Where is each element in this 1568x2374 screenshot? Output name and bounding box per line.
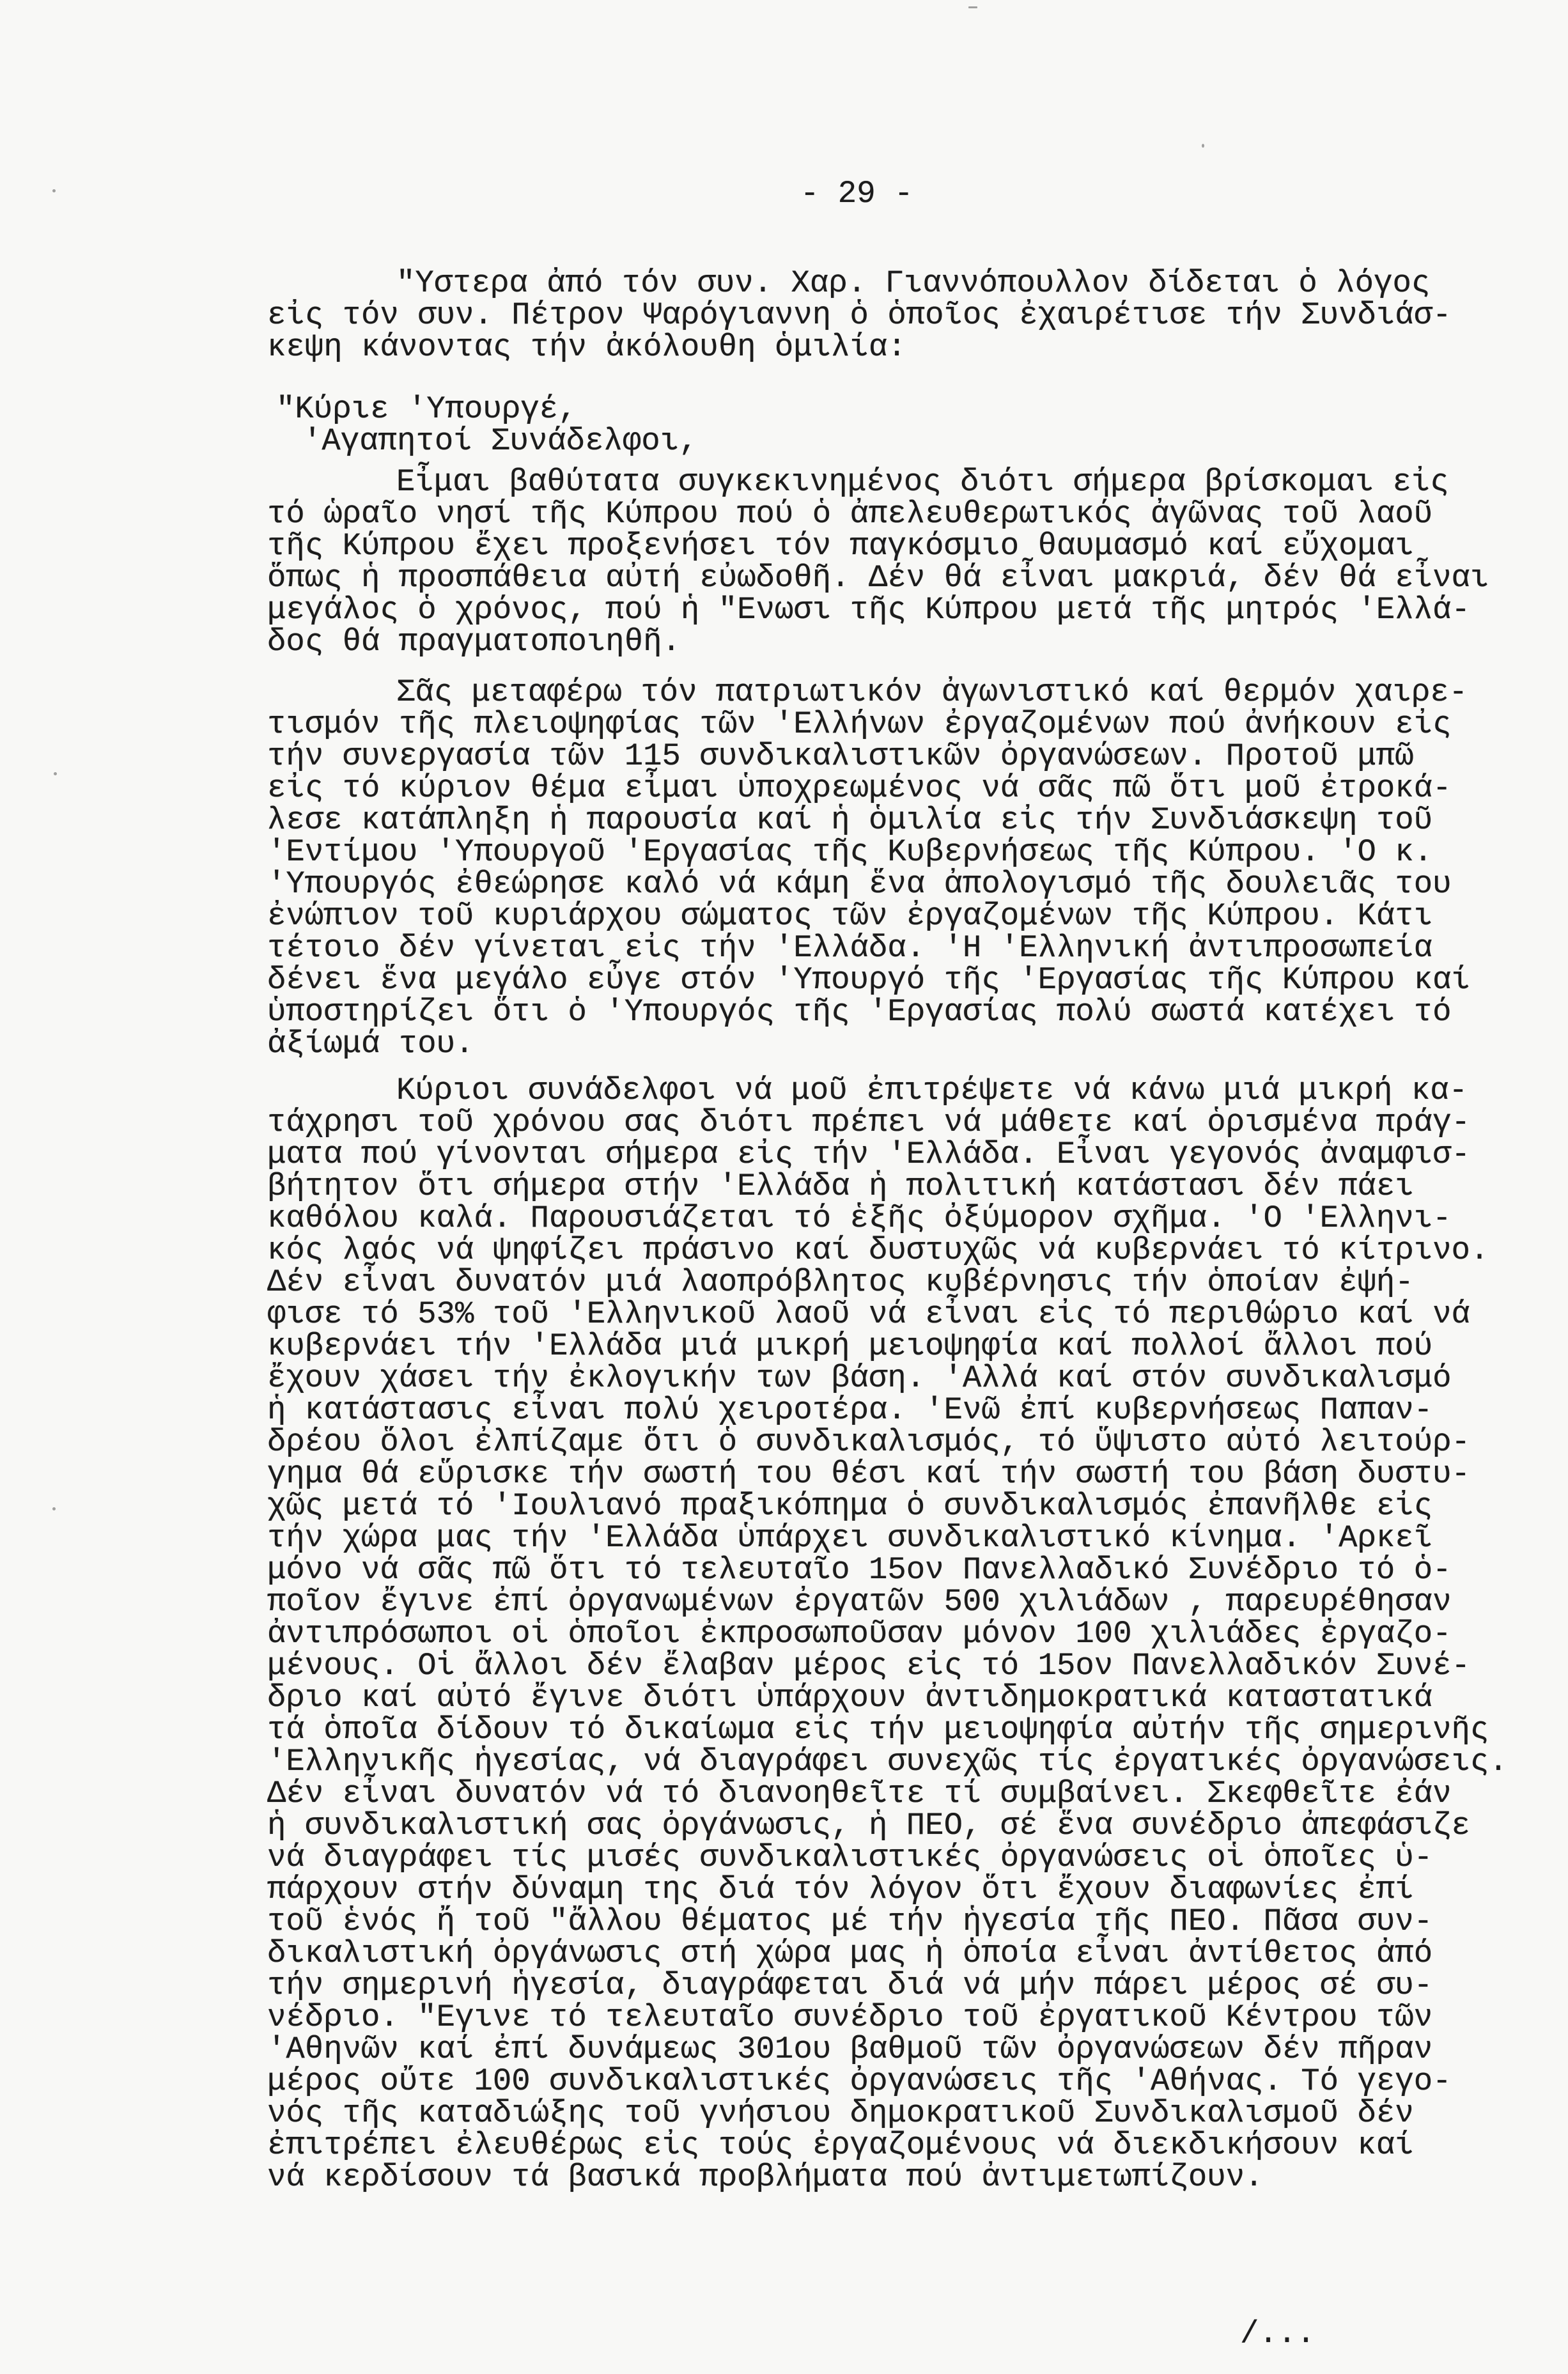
text-line: νέδριο. "Εγινε τό τελευταῖο συνέδριο τοῦ ἐργατικοῦ Κέντρου τῶν [267, 1999, 1433, 2035]
text-line: ἀντιπρόσωποι οἱ ὁποῖοι ἐκπροσωποῦσαν μόνον 100 χιλιάδες ἐργαζο- [267, 1616, 1452, 1652]
text-line: τά ὁποῖα δίδουν τό δικαίωμα εἰς τήν μειοψηφία αὐτήν τῆς σημερινῆς [267, 1712, 1489, 1748]
text-line: δικαλιστική ὀργάνωσις στή χώρα μας ἡ ὁποία εἶναι ἀντίθετος ἀπό [267, 1936, 1433, 1971]
text-line: καθόλου καλά. Παρουσιάζεται τό ἑξῆς ὀξύμορον σχῆμα. 'Ο 'Ελληνι- [267, 1200, 1452, 1236]
text-line: νά κερδίσουν τά βασικά προβλήματα πού ἀντιμετωπίζουν. [267, 2159, 1264, 2195]
text-line: ἐνώπιον τοῦ κυριάρχου σώματος τῶν ἐργαζομένων τῆς Κύπρου. Κάτι [267, 898, 1433, 934]
text-line: εἰς τό κύριον θέμα εἶμαι ὑποχρεωμένος νά σᾶς πῶ ὅτι μοῦ ἐτροκά- [267, 770, 1452, 806]
text-line: τέτοιο δέν γίνεται εἰς τήν 'Ελλάδα. 'Η 'Ελληνική ἀντιπροσωπεία [267, 930, 1433, 966]
text-line: μένους. Οἱ ἄλλοι δέν ἔλαβαν μέρος εἰς τό 15ον Πανελλαδικόν Συνέ- [267, 1648, 1470, 1684]
text-line: δος θά πραγματοποιηθῆ. [267, 624, 681, 660]
text-line: τήν χώρα μας τήν 'Ελλάδα ὑπάρχει συνδικαλιστικό κίνημα. 'Αρκεῖ [267, 1520, 1433, 1556]
text-line: μέρος οὔτε 100 συνδικαλιστικές ὀργανώσεις τῆς 'Αθήνας. Τό γεγο- [267, 2063, 1452, 2099]
text-line: ματα πού γίνονται σήμερα εἰς τήν 'Ελλάδα. Εἶναι γεγονός ἀναμφισ- [267, 1137, 1470, 1172]
paragraph-3 [0, 1075, 1568, 2193]
text-line: πάρχουν στήν δύναμη της διά τόν λόγον ὅτι ἔχουν διαφωνίες ἐπί [267, 1872, 1414, 1907]
text-line: ἔχουν χάσει τήν ἐκλογικήν των βάση. 'Αλλά καί στόν συνδικαλισμό [267, 1360, 1452, 1396]
text-line: τό ὡραῖο νησί τῆς Κύπρου πού ὁ ἀπελευθερωτικός ἀγῶνας τοῦ λαοῦ [267, 496, 1433, 532]
text-line: τήν συνεργασία τῶν 115 συνδικαλιστικῶν ὀργανώσεων. Προτοῦ μπῶ [267, 738, 1414, 774]
text-line: τισμόν τῆς πλειοψηφίας τῶν 'Ελλήνων ἐργαζομένων πού ἀνήκουν εἰς [267, 706, 1452, 742]
text-line: ἡ συνδικαλιστική σας ὀργάνωσις, ἡ ΠΕΟ, σέ ἕνα συνέδριο ἀπεφάσιζε [267, 1808, 1470, 1843]
text-line: φισε τό 53% τοῦ 'Ελληνικοῦ λαοῦ νά εἶναι εἰς τό περιθώριο καί νά [267, 1296, 1470, 1332]
text-line: τάχρησι τοῦ χρόνου σας διότι πρέπει νά μάθετε καί ὁρισμένα πράγ- [267, 1105, 1470, 1140]
text-line: λεσε κατάπληξη ἡ παρουσία καί ἡ ὁμιλία εἰς τήν Συνδιάσκεψη τοῦ [267, 802, 1433, 838]
text-line: Κύριοι συνάδελφοι νά μοῦ ἐπιτρέψετε νά κάνω μιά μικρή κα- [396, 1073, 1468, 1108]
text-line: εἰς τόν συν. Πέτρον Ψαρόγιαννη ὁ ὁποῖος ἐχαιρέτισε τήν Συνδιάσ- [267, 297, 1452, 333]
page-number: - 29 - [800, 176, 913, 212]
text-line: μεγάλος ὁ χρόνος, πού ἡ "Ενωσι τῆς Κύπρου μετά τῆς μητρός 'Ελλά- [267, 592, 1470, 628]
text-line: κεψη κάνοντας τήν ἀκόλουθη ὁμιλία: [267, 329, 906, 365]
text-line: χῶς μετά τό 'Ιουλιανό πραξικόπημα ὁ συνδικαλισμός ἐπανῆλθε εἰς [267, 1488, 1433, 1524]
text-line: μόνο νά σᾶς πῶ ὅτι τό τελευταῖο 15ον Πανελλαδικό Συνέδριο τό ὁ- [267, 1552, 1452, 1588]
text-line: 'Ελληνικῆς ἡγεσίας, νά διαγράφει συνεχῶς τίς ἐργατικές ὀργανώσεις. [267, 1744, 1508, 1780]
text-line: 'Υπουργός ἐθεώρησε καλό νά κάμη ἕνα ἀπολογισμό τῆς δουλειᾶς του [267, 866, 1452, 902]
text-line: ὑποστηρίζει ὅτι ὁ 'Υπουργός τῆς 'Εργασίας πολύ σωστά κατέχει τό [267, 994, 1452, 1030]
salutation-line: 'Αγαπητοί Συνάδελφοι, [303, 423, 698, 459]
text-line: ἡ κατάστασις εἶναι πολύ χειροτέρα. 'Ενῶ ἐπί κυβερνήσεως Παπαν- [267, 1392, 1433, 1428]
text-line: τήν σημερινή ἡγεσία, διαγράφεται διά νά μήν πάρει μέρος σέ συ- [267, 1967, 1433, 2003]
text-line: Δέν εἶναι δυνατόν μιά λαοπρόβλητος κυβέρνησις τήν ὁποίαν ἐψή- [267, 1264, 1414, 1300]
intro-paragraph [0, 267, 1568, 363]
continuation-mark: /... [1240, 2316, 1316, 2352]
text-line: κός λαός νά ψηφίζει πράσινο καί δυστυχῶς νά κυβερνάει τό κίτρινο. [267, 1232, 1489, 1268]
text-line: Εἶμαι βαθύτατα συγκεκινημένος διότι σήμερα βρίσκομαι εἰς [396, 464, 1449, 500]
text-line: γημα θά εὕρισκε τήν σωστή του θέσι καί τήν σωστή του βάση δυστυ- [267, 1456, 1470, 1492]
text-line: ποῖον ἔγινε ἐπί ὀργανωμένων ἐργατῶν 500 χιλιάδων , παρευρέθησαν [267, 1584, 1452, 1620]
text-line: ὅπως ἡ προσπάθεια αὐτή εὐωδοθῆ. Δέν θά εἶναι μακριά, δέν θά εἶναι [267, 560, 1489, 596]
scan-speck [1202, 144, 1204, 148]
text-line: βήτητον ὅτι σήμερα στήν 'Ελλάδα ἡ πολιτική κατάστασι δέν πάει [267, 1168, 1414, 1204]
text-line: νός τῆς καταδιώξης τοῦ γνήσιου δημοκρατικοῦ Συνδικαλισμοῦ δέν [267, 2095, 1414, 2131]
text-line: 'Εντίμου 'Υπουργοῦ 'Εργασίας τῆς Κυβερνήσεως τῆς Κύπρου. 'Ο κ. [267, 834, 1433, 870]
text-line: Δέν εἶναι δυνατόν νά τό διανοηθεῖτε τί συμβαίνει. Σκεφθεῖτε ἐάν [267, 1776, 1452, 1812]
text-line: τοῦ ἑνός ἤ τοῦ "ἄλλου θέματος μέ τήν ἡγεσία τῆς ΠΕΟ. Πᾶσα συν- [267, 1904, 1433, 1939]
text-line: ἀξίωμά του. [267, 1026, 474, 1062]
text-line: τῆς Κύπρου ἔχει προξενήσει τόν παγκόσμιο θαυμασμό καί εὔχομαι [267, 528, 1414, 564]
scan-speck [968, 6, 977, 8]
text-line: νά διαγράφει τίς μισές συνδικαλιστικές ὀργανώσεις οἱ ὁποῖες ὑ- [267, 1840, 1433, 1875]
text-line: δριο καί αὐτό ἔγινε διότι ὑπάρχουν ἀντιδημοκρατικά καταστατικά [267, 1680, 1433, 1716]
text-line: δρέου ὅλοι ἐλπίζαμε ὅτι ὁ συνδικαλισμός, τό ὕψιστο αὐτό λειτούρ- [267, 1424, 1470, 1460]
scan-speck [52, 189, 56, 192]
text-line: "Υστερα ἀπό τόν συν. Χαρ. Γιαννόπουλλον δίδεται ὁ λόγος [396, 265, 1431, 301]
paragraph-1 [0, 466, 1568, 658]
text-line: δένει ἕνα μεγάλο εὖγε στόν 'Υπουργό τῆς 'Εργασίας τῆς Κύπρου καί [267, 962, 1470, 998]
text-line: ἐπιτρέπει ἐλευθέρως εἰς τούς ἐργαζομένους νά διεκδικήσουν καί [267, 2127, 1414, 2163]
text-line: κυβερνάει τήν 'Ελλάδα μιά μικρή μειοψηφία καί πολλοί ἄλλοι πού [267, 1328, 1433, 1364]
text-line: 'Αθηνῶν καί ἐπί δυνάμεως 301ου βαθμοῦ τῶν ὀργανώσεων δέν πῆραν [267, 2031, 1433, 2067]
paragraph-2 [0, 676, 1568, 1060]
salutation-line: "Κύριε 'Υπουργέ, [276, 391, 577, 427]
text-line: Σᾶς μεταφέρω τόν πατριωτικόν ἀγωνιστικό καί θερμόν χαιρε- [396, 674, 1468, 710]
salutation [0, 393, 1568, 457]
